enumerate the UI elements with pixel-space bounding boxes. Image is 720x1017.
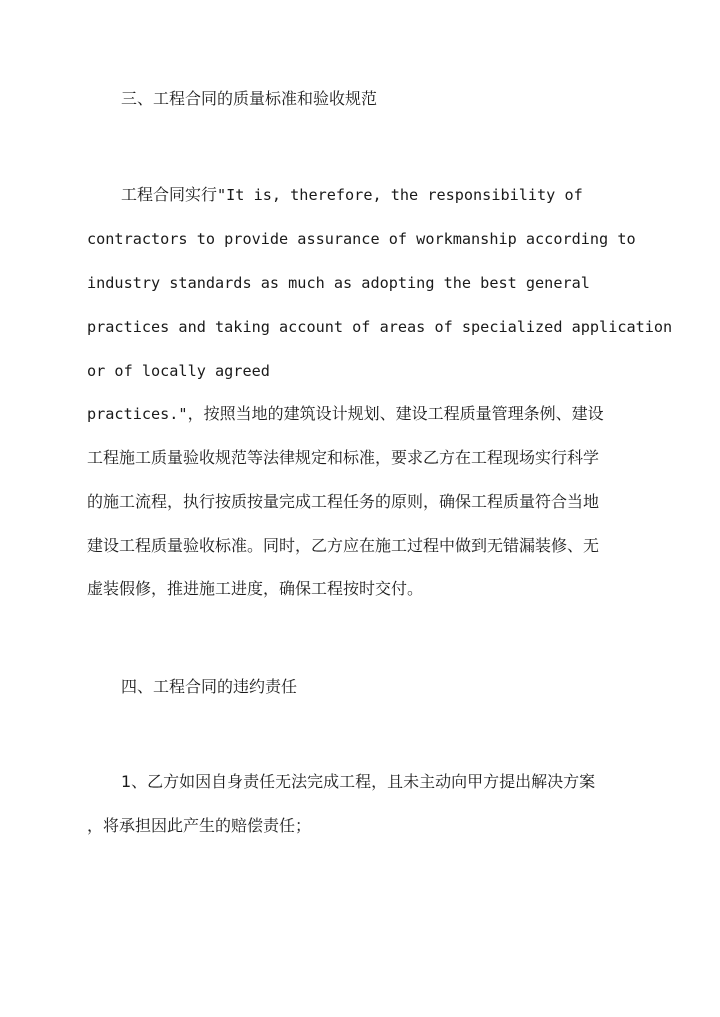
- section-3-paragraph-line-5: or of locally agreed: [87, 362, 270, 380]
- section-4-heading: 四、工程合同的违约责任: [121, 677, 298, 696]
- paragraph-lead-english: "It is, therefore, the responsibility of: [217, 186, 583, 204]
- section-3-paragraph-line-6: [87, 403, 604, 425]
- section-3-paragraph-line-9: 建设工程质量验收标准。同时，乙方应在施工过程中做到无错漏装修、无: [87, 536, 600, 555]
- quote-end-english: practices.": [87, 405, 188, 423]
- section-4-item-1-line-2: ，将承担因此产生的赔偿责任；: [87, 816, 312, 835]
- section-3-heading: 三、工程合同的质量标准和验收规范: [121, 89, 378, 108]
- section-4-item-1-line-1: 1、乙方如因自身责任无法完成工程，且未主动向甲方提出解决方案: [121, 772, 596, 791]
- section-3-paragraph-line-4: practices and taking account of areas of specialized application: [87, 318, 673, 336]
- section-3-paragraph-line-10: 虚装假修，推进施工进度，确保工程按时交付。: [87, 579, 424, 598]
- quote-continuation-cjk: ，按照当地的建筑设计规划、建设工程质量管理条例、建设: [187, 404, 604, 423]
- section-3-paragraph-line-1: [121, 184, 583, 206]
- section-3-paragraph-line-8: 的施工流程，执行按质按量完成工程任务的原则，确保工程质量符合当地: [87, 492, 600, 511]
- section-3-paragraph-line-7: 工程施工质量验收规范等法律规定和标准，要求乙方在工程现场实行科学: [87, 448, 600, 467]
- section-3-paragraph-line-3: industry standards as much as adopting the best general: [87, 274, 590, 292]
- paragraph-lead-cjk: 工程合同实行: [121, 185, 218, 204]
- section-3-paragraph-line-2: contractors to provide assurance of workmanship according to: [87, 230, 636, 248]
